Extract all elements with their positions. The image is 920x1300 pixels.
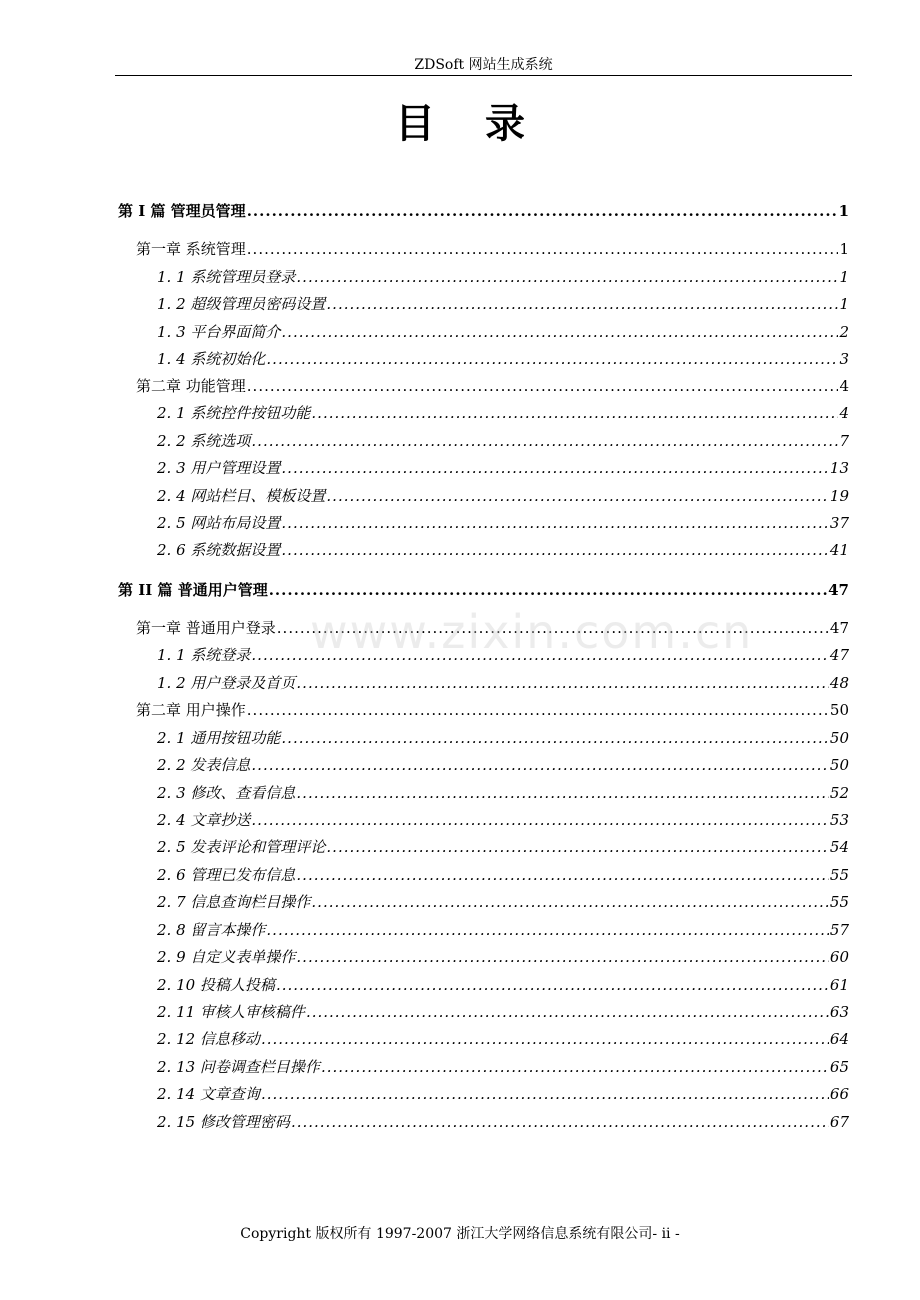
toc-entry-label: 2. 3 用户管理设置: [157, 459, 281, 477]
toc-dot-leader: [281, 538, 829, 562]
page-header: ZDSoft 网站生成系统: [414, 57, 553, 73]
toc-dot-leader: [306, 1000, 829, 1024]
toc-entry-label: 2. 2 发表信息: [157, 756, 251, 774]
toc-entry-page-number: 3: [839, 350, 849, 368]
toc-entry-page-number: 1: [839, 295, 849, 313]
toc-dot-leader: [296, 945, 829, 969]
toc-entry-page-number: 48: [829, 674, 849, 692]
toc-entry-page-number: 55: [829, 893, 849, 911]
toc-dot-leader: [321, 1055, 829, 1079]
toc-entry-label: 2. 11 审核人审核稿件: [157, 1003, 305, 1021]
toc-entry-section[interactable]: [157, 456, 849, 480]
toc-entry-label: 2. 1 通用按钮功能: [157, 729, 281, 747]
toc-entry-page-number: 57: [829, 921, 849, 939]
toc-dot-leader: [281, 511, 829, 535]
toc-dot-leader: [281, 456, 829, 480]
toc-entry-page-number: 4: [839, 404, 849, 422]
toc-dot-leader: [247, 374, 839, 398]
toc-entry-page-number: 50: [829, 729, 849, 747]
toc-entry-label: 2. 3 修改、查看信息: [157, 784, 296, 802]
toc-entry-section[interactable]: [157, 973, 849, 997]
toc-entry-label: 1. 2 用户登录及首页: [157, 674, 296, 692]
toc-dot-leader: [281, 726, 829, 750]
toc-entry-page-number: 47: [829, 646, 849, 664]
toc-entry-page-number: 7: [839, 432, 849, 450]
toc-entry-page-number: 47: [828, 581, 849, 599]
toc-entry-section[interactable]: [157, 292, 849, 316]
toc-entry-label: 2. 2 系统选项: [157, 432, 251, 450]
toc-entry-part[interactable]: [118, 578, 849, 602]
toc-entry-section[interactable]: [157, 808, 849, 832]
toc-dot-leader: [261, 1082, 829, 1106]
toc-entry-page-number: 65: [829, 1058, 849, 1076]
toc-dot-leader: [251, 808, 829, 832]
toc-entry-page-number: 61: [829, 976, 849, 994]
toc-dot-leader: [281, 320, 838, 344]
toc-entry-page-number: 63: [829, 1003, 849, 1021]
toc-entry-section[interactable]: [157, 1027, 849, 1051]
toc-entry-section[interactable]: [157, 320, 849, 344]
toc-entry-page-number: 1: [839, 268, 849, 286]
toc-dot-leader: [296, 863, 829, 887]
toc-entry-page-number: 47: [829, 619, 849, 637]
toc-entry-page-number: 41: [829, 541, 849, 559]
toc-entry-page-number: 50: [829, 701, 849, 719]
toc-entry-section[interactable]: [157, 347, 849, 371]
toc-entry-label: 2. 6 管理已发布信息: [157, 866, 296, 884]
toc-dot-leader: [247, 199, 838, 223]
toc-dot-leader: [296, 265, 838, 289]
toc-entry-section[interactable]: [157, 753, 849, 777]
toc-entry-label: 第二章 功能管理: [136, 377, 246, 395]
toc-dot-leader: [251, 753, 829, 777]
toc-entry-section[interactable]: [157, 918, 849, 942]
toc-entry-label: 2. 13 问卷调查栏目操作: [157, 1058, 320, 1076]
toc-entry-section[interactable]: [157, 726, 849, 750]
toc-entry-label: 2. 10 投稿人投稿: [157, 976, 275, 994]
toc-entry-page-number: 2: [839, 323, 849, 341]
toc-entry-label: 2. 1 系统控件按钮功能: [157, 404, 311, 422]
toc-dot-leader: [277, 616, 829, 640]
toc-entry-label: 1. 1 系统登录: [157, 646, 251, 664]
toc-entry-part[interactable]: [118, 199, 849, 223]
toc-entry-page-number: 67: [829, 1113, 849, 1131]
toc-entry-page-number: 66: [829, 1085, 849, 1103]
toc-entry-label: 2. 4 网站栏目、模板设置: [157, 487, 326, 505]
toc-entry-page-number: 60: [829, 948, 849, 966]
toc-entry-section[interactable]: [157, 511, 849, 535]
toc-entry-label: 2. 5 发表评论和管理评论: [157, 838, 326, 856]
toc-entry-section[interactable]: [157, 484, 849, 508]
toc-entry-label: 1. 2 超级管理员密码设置: [157, 295, 326, 313]
toc-entry-chapter[interactable]: [136, 374, 849, 398]
toc-entry-label: 第 I 篇 管理员管理: [118, 202, 246, 220]
toc-dot-leader: [251, 429, 838, 453]
toc-dot-leader: [296, 781, 829, 805]
toc-dot-leader: [269, 578, 827, 602]
toc-entry-section[interactable]: [157, 1000, 849, 1024]
toc-entry-section[interactable]: [157, 538, 849, 562]
toc-entry-label: 1. 3 平台界面简介: [157, 323, 281, 341]
toc-entry-label: 2. 15 修改管理密码: [157, 1113, 290, 1131]
toc-entry-label: 第二章 用户操作: [136, 701, 246, 719]
toc-dot-leader: [276, 973, 829, 997]
toc-dot-leader: [326, 292, 838, 316]
toc-entry-label: 2. 9 自定义表单操作: [157, 948, 296, 966]
toc-entry-label: 2. 14 文章查询: [157, 1085, 260, 1103]
toc-entry-section[interactable]: [157, 945, 849, 969]
toc-dot-leader: [261, 1027, 829, 1051]
toc-dot-leader: [266, 347, 838, 371]
toc-entry-label: 2. 6 系统数据设置: [157, 541, 281, 559]
toc-entry-label: 第 II 篇 普通用户管理: [118, 581, 268, 599]
toc-entry-section[interactable]: [157, 863, 849, 887]
toc-entry-page-number: 55: [829, 866, 849, 884]
toc-entry-section[interactable]: [157, 1055, 849, 1079]
toc-entry-label: 第一章 普通用户登录: [136, 619, 276, 637]
toc-entry-section[interactable]: [157, 1110, 849, 1134]
toc-entry-page-number: 4: [839, 377, 849, 395]
toc-entry-label: 2. 8 留言本操作: [157, 921, 266, 939]
toc-entry-chapter[interactable]: [136, 237, 849, 261]
watermark: www.zixin.com.cn: [310, 605, 754, 659]
toc-entry-page-number: 53: [829, 811, 849, 829]
toc-entry-label: 2. 12 信息移动: [157, 1030, 260, 1048]
toc-entry-page-number: 1: [838, 202, 849, 220]
toc-entry-section[interactable]: [157, 890, 849, 914]
toc-entry-section[interactable]: [157, 265, 849, 289]
toc-entry-page-number: 52: [829, 784, 849, 802]
toc-entry-section[interactable]: [157, 429, 849, 453]
page-footer: Copyright 版权所有 1997-2007 浙江大学网络信息系统有限公司- ii -: [240, 1226, 680, 1242]
toc-entry-page-number: 54: [829, 838, 849, 856]
toc-entry-label: 第一章 系统管理: [136, 240, 246, 258]
toc-entry-label: 2. 7 信息查询栏目操作: [157, 893, 311, 911]
toc-entry-section[interactable]: [157, 671, 849, 695]
toc-entry-page-number: 19: [829, 487, 849, 505]
toc-entry-page-number: 13: [829, 459, 849, 477]
toc-entry-page-number: 1: [839, 240, 849, 258]
toc-dot-leader: [291, 1110, 829, 1134]
toc-dot-leader: [326, 484, 829, 508]
toc-entry-section[interactable]: [157, 1082, 849, 1106]
toc-entry-label: 1. 4 系统初始化: [157, 350, 266, 368]
page-title: 目 录: [395, 100, 543, 147]
toc-entry-section[interactable]: [157, 835, 849, 859]
toc-entry-section[interactable]: [157, 781, 849, 805]
toc-entry-section[interactable]: [157, 401, 849, 425]
toc-dot-leader: [311, 890, 829, 914]
toc-entry-section[interactable]: [157, 643, 849, 667]
toc-dot-leader: [296, 671, 829, 695]
toc-dot-leader: [247, 237, 839, 261]
toc-entry-chapter[interactable]: [136, 698, 849, 722]
toc-entry-page-number: 50: [829, 756, 849, 774]
toc-dot-leader: [311, 401, 838, 425]
toc-dot-leader: [251, 643, 829, 667]
toc-entry-label: 2. 4 文章抄送: [157, 811, 251, 829]
toc-entry-label: 1. 1 系统管理员登录: [157, 268, 296, 286]
toc-entry-page-number: 37: [829, 514, 849, 532]
toc-dot-leader: [247, 698, 829, 722]
toc-entry-chapter[interactable]: [136, 616, 849, 640]
toc-dot-leader: [326, 835, 829, 859]
toc-entry-page-number: 64: [829, 1030, 849, 1048]
toc-dot-leader: [266, 918, 829, 942]
toc-entry-label: 2. 5 网站布局设置: [157, 514, 281, 532]
